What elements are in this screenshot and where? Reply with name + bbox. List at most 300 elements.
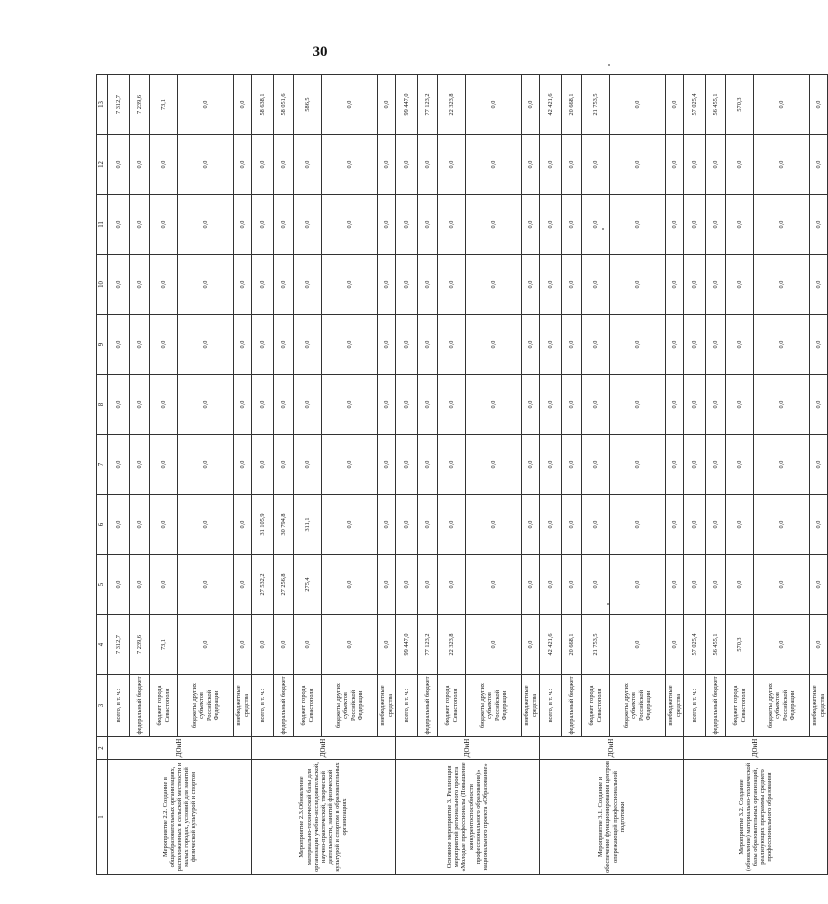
amount-cell: 0,0 bbox=[810, 135, 828, 195]
amount-cell: 0,0 bbox=[706, 255, 726, 315]
amount-cell: 0,0 bbox=[322, 615, 378, 675]
funding-source-cell: бюджет города Севастополя bbox=[726, 675, 754, 737]
amount-cell: 22 323,8 bbox=[438, 75, 466, 135]
amount-cell: 0,0 bbox=[726, 495, 754, 555]
rotated-table-content bbox=[96, 75, 826, 875]
amount-cell: 0,0 bbox=[378, 615, 396, 675]
amount-cell: 0,0 bbox=[234, 615, 252, 675]
amount-cell: 0,0 bbox=[252, 135, 274, 195]
amount-cell: 73,1 bbox=[150, 75, 178, 135]
amount-cell: 0,0 bbox=[234, 495, 252, 555]
amount-cell: 0,0 bbox=[562, 495, 582, 555]
header-cell: 13 bbox=[97, 75, 108, 135]
amount-cell: 0,0 bbox=[108, 495, 130, 555]
amount-cell: 0,0 bbox=[234, 75, 252, 135]
amount-cell: 0,0 bbox=[234, 135, 252, 195]
amount-cell: 0,0 bbox=[438, 555, 466, 615]
amount-cell: 57 025,4 bbox=[684, 615, 706, 675]
amount-cell: 0,0 bbox=[150, 495, 178, 555]
amount-cell: 0,0 bbox=[562, 315, 582, 375]
responsible-org-cell: ДОиН bbox=[252, 737, 396, 760]
amount-cell: 0,0 bbox=[322, 195, 378, 255]
header-cell: 9 bbox=[97, 315, 108, 375]
amount-cell: 0,0 bbox=[252, 255, 274, 315]
amount-cell: 0,0 bbox=[150, 195, 178, 255]
amount-cell: 56 455,1 bbox=[706, 75, 726, 135]
amount-cell: 0,0 bbox=[754, 615, 810, 675]
amount-cell: 0,0 bbox=[234, 195, 252, 255]
amount-cell: 0,0 bbox=[396, 195, 418, 255]
amount-cell: 27 532,2 bbox=[252, 555, 274, 615]
amount-cell: 7 239,6 bbox=[130, 615, 150, 675]
amount-cell: 0,0 bbox=[438, 135, 466, 195]
funding-source-cell: бюджет города Севастополя bbox=[582, 675, 610, 737]
amount-cell: 0,0 bbox=[108, 555, 130, 615]
amount-cell: 0,0 bbox=[294, 375, 322, 435]
amount-cell: 0,0 bbox=[178, 375, 234, 435]
amount-cell: 0,0 bbox=[726, 315, 754, 375]
amount-cell: 0,0 bbox=[754, 315, 810, 375]
amount-cell: 0,0 bbox=[684, 435, 706, 495]
amount-cell: 57 025,4 bbox=[684, 75, 706, 135]
header-cell: 3 bbox=[97, 675, 108, 737]
amount-cell: 0,0 bbox=[610, 135, 666, 195]
amount-cell: 0,0 bbox=[582, 255, 610, 315]
funding-source-cell: федеральный бюджет bbox=[562, 675, 582, 737]
amount-cell: 0,0 bbox=[540, 375, 562, 435]
amount-cell: 0,0 bbox=[178, 495, 234, 555]
amount-cell: 275,4 bbox=[294, 555, 322, 615]
amount-cell: 0,0 bbox=[322, 495, 378, 555]
amount-cell: 0,0 bbox=[252, 615, 274, 675]
table-row bbox=[396, 75, 418, 875]
amount-cell: 0,0 bbox=[726, 255, 754, 315]
amount-cell: 311,1 bbox=[294, 495, 322, 555]
amount-cell: 0,0 bbox=[378, 75, 396, 135]
amount-cell: 0,0 bbox=[322, 315, 378, 375]
amount-cell: 0,0 bbox=[754, 555, 810, 615]
amount-cell: 0,0 bbox=[418, 495, 438, 555]
amount-cell: 0,0 bbox=[130, 195, 150, 255]
amount-cell: 0,0 bbox=[726, 195, 754, 255]
table-row bbox=[540, 75, 562, 875]
amount-cell: 0,0 bbox=[378, 435, 396, 495]
amount-cell: 0,0 bbox=[274, 195, 294, 255]
amount-cell: 99 447,0 bbox=[396, 75, 418, 135]
amount-cell: 0,0 bbox=[418, 375, 438, 435]
amount-cell: 0,0 bbox=[108, 315, 130, 375]
amount-cell: 0,0 bbox=[438, 255, 466, 315]
amount-cell: 0,0 bbox=[666, 495, 684, 555]
amount-cell: 0,0 bbox=[726, 375, 754, 435]
amount-cell: 0,0 bbox=[252, 435, 274, 495]
table-row bbox=[252, 75, 274, 875]
amount-cell: 0,0 bbox=[666, 435, 684, 495]
amount-cell: 0,0 bbox=[582, 135, 610, 195]
amount-cell: 0,0 bbox=[610, 375, 666, 435]
amount-cell: 22 323,8 bbox=[438, 615, 466, 675]
amount-cell: 21 753,5 bbox=[582, 615, 610, 675]
amount-cell: 0,0 bbox=[610, 75, 666, 135]
amount-cell: 0,0 bbox=[522, 375, 540, 435]
amount-cell: 0,0 bbox=[252, 315, 274, 375]
amount-cell: 0,0 bbox=[522, 615, 540, 675]
amount-cell: 0,0 bbox=[178, 315, 234, 375]
amount-cell: 0,0 bbox=[562, 375, 582, 435]
amount-cell: 0,0 bbox=[666, 75, 684, 135]
amount-cell: 0,0 bbox=[522, 135, 540, 195]
header-cell: 7 bbox=[97, 435, 108, 495]
amount-cell: 0,0 bbox=[726, 555, 754, 615]
header-row bbox=[97, 75, 108, 875]
amount-cell: 20 668,1 bbox=[562, 75, 582, 135]
funding-source-cell: бюджет города Севастополя bbox=[150, 675, 178, 737]
funding-source-cell: бюджеты других субъектов Российской Федерации bbox=[466, 675, 522, 737]
amount-cell: 0,0 bbox=[582, 555, 610, 615]
funding-source-cell: федеральный бюджет bbox=[706, 675, 726, 737]
amount-cell: 0,0 bbox=[418, 555, 438, 615]
header-cell: 10 bbox=[97, 255, 108, 315]
amount-cell: 0,0 bbox=[466, 615, 522, 675]
amount-cell: 0,0 bbox=[540, 435, 562, 495]
amount-cell: 0,0 bbox=[130, 495, 150, 555]
amount-cell: 0,0 bbox=[234, 375, 252, 435]
amount-cell: 0,0 bbox=[378, 555, 396, 615]
amount-cell: 0,0 bbox=[178, 435, 234, 495]
amount-cell: 0,0 bbox=[274, 375, 294, 435]
amount-cell: 0,0 bbox=[178, 555, 234, 615]
amount-cell: 0,0 bbox=[754, 135, 810, 195]
amount-cell: 0,0 bbox=[726, 435, 754, 495]
funding-source-cell: федеральный бюджет bbox=[418, 675, 438, 737]
amount-cell: 0,0 bbox=[378, 195, 396, 255]
amount-cell: 0,0 bbox=[466, 135, 522, 195]
budget-table bbox=[96, 74, 828, 875]
amount-cell: 0,0 bbox=[522, 315, 540, 375]
amount-cell: 0,0 bbox=[754, 75, 810, 135]
funding-source-cell: бюджеты других субъектов Российской Федерации bbox=[178, 675, 234, 737]
amount-cell: 0,0 bbox=[582, 495, 610, 555]
amount-cell: 58 638,1 bbox=[252, 75, 274, 135]
amount-cell: 0,0 bbox=[418, 135, 438, 195]
amount-cell: 0,0 bbox=[754, 375, 810, 435]
amount-cell: 21 753,5 bbox=[582, 75, 610, 135]
amount-cell: 0,0 bbox=[562, 255, 582, 315]
amount-cell: 0,0 bbox=[108, 375, 130, 435]
amount-cell: 0,0 bbox=[540, 315, 562, 375]
amount-cell: 0,0 bbox=[438, 195, 466, 255]
amount-cell: 0,0 bbox=[610, 315, 666, 375]
funding-source-cell: всего, в т. ч.: bbox=[396, 675, 418, 737]
amount-cell: 0,0 bbox=[466, 495, 522, 555]
funding-source-cell: федеральный бюджет bbox=[274, 675, 294, 737]
amount-cell: 0,0 bbox=[466, 195, 522, 255]
amount-cell: 0,0 bbox=[810, 75, 828, 135]
amount-cell: 0,0 bbox=[540, 495, 562, 555]
amount-cell: 0,0 bbox=[582, 315, 610, 375]
amount-cell: 0,0 bbox=[274, 435, 294, 495]
header-cell: 1 bbox=[97, 760, 108, 875]
header-cell: 5 bbox=[97, 555, 108, 615]
amount-cell: 0,0 bbox=[150, 555, 178, 615]
amount-cell: 0,0 bbox=[274, 135, 294, 195]
amount-cell: 0,0 bbox=[706, 375, 726, 435]
header-cell: 6 bbox=[97, 495, 108, 555]
amount-cell: 0,0 bbox=[754, 435, 810, 495]
amount-cell: 0,0 bbox=[726, 135, 754, 195]
header-cell: 4 bbox=[97, 615, 108, 675]
amount-cell: 0,0 bbox=[466, 315, 522, 375]
measure-cell: Мероприятие 2.2. Создание в общеобразовательных организациях, расположенных в сельской местности и малых городах, условий для занятий физической культурой и спортом bbox=[108, 760, 252, 875]
amount-cell: 7 239,6 bbox=[130, 75, 150, 135]
amount-cell: 0,0 bbox=[378, 255, 396, 315]
amount-cell: 0,0 bbox=[322, 555, 378, 615]
amount-cell: 0,0 bbox=[666, 255, 684, 315]
amount-cell: 0,0 bbox=[234, 555, 252, 615]
amount-cell: 0,0 bbox=[108, 195, 130, 255]
funding-source-cell: бюджет города Севастополя bbox=[438, 675, 466, 737]
page-number: 30 bbox=[312, 44, 328, 60]
amount-cell: 0,0 bbox=[178, 195, 234, 255]
amount-cell: 0,0 bbox=[582, 195, 610, 255]
amount-cell: 0,0 bbox=[610, 495, 666, 555]
amount-cell: 0,0 bbox=[684, 255, 706, 315]
table-row bbox=[108, 75, 130, 875]
amount-cell: 0,0 bbox=[466, 375, 522, 435]
table-body bbox=[97, 75, 828, 875]
amount-cell: 7 312,7 bbox=[108, 615, 130, 675]
amount-cell: 0,0 bbox=[540, 555, 562, 615]
funding-source-cell: бюджеты других субъектов Российской Федерации bbox=[754, 675, 810, 737]
amount-cell: 0,0 bbox=[522, 435, 540, 495]
funding-source-cell: федеральный бюджет bbox=[130, 675, 150, 737]
amount-cell: 0,0 bbox=[150, 255, 178, 315]
amount-cell: 0,0 bbox=[562, 555, 582, 615]
amount-cell: 0,0 bbox=[522, 495, 540, 555]
amount-cell: 0,0 bbox=[582, 375, 610, 435]
amount-cell: 0,0 bbox=[294, 195, 322, 255]
measure-cell: Основное мероприятие 3. Реализация мероприятий регионального проекта «Молодые профессионалы (Повышение конкурентоспособности профессионального образования)» национального проекта «Образование» bbox=[396, 760, 540, 875]
amount-cell: 0,0 bbox=[378, 375, 396, 435]
amount-cell: 0,0 bbox=[396, 255, 418, 315]
amount-cell: 0,0 bbox=[150, 315, 178, 375]
amount-cell: 0,0 bbox=[108, 135, 130, 195]
amount-cell: 0,0 bbox=[610, 615, 666, 675]
amount-cell: 58 051,6 bbox=[274, 75, 294, 135]
amount-cell: 0,0 bbox=[666, 195, 684, 255]
amount-cell: 0,0 bbox=[396, 315, 418, 375]
amount-cell: 0,0 bbox=[108, 255, 130, 315]
amount-cell: 0,0 bbox=[706, 435, 726, 495]
amount-cell: 0,0 bbox=[522, 75, 540, 135]
table-row bbox=[684, 75, 706, 875]
amount-cell: 0,0 bbox=[274, 315, 294, 375]
amount-cell: 0,0 bbox=[810, 615, 828, 675]
funding-source-cell: внебюджетные средства bbox=[522, 675, 540, 737]
amount-cell: 0,0 bbox=[684, 135, 706, 195]
funding-source-cell: всего, в т. ч.: bbox=[684, 675, 706, 737]
amount-cell: 0,0 bbox=[438, 495, 466, 555]
amount-cell: 0,0 bbox=[130, 555, 150, 615]
amount-cell: 0,0 bbox=[178, 255, 234, 315]
amount-cell: 0,0 bbox=[562, 435, 582, 495]
amount-cell: 0,0 bbox=[234, 435, 252, 495]
amount-cell: 0,0 bbox=[322, 135, 378, 195]
amount-cell: 0,0 bbox=[396, 495, 418, 555]
amount-cell: 0,0 bbox=[666, 135, 684, 195]
amount-cell: 0,0 bbox=[562, 195, 582, 255]
amount-cell: 0,0 bbox=[438, 375, 466, 435]
amount-cell: 0,0 bbox=[322, 435, 378, 495]
amount-cell: 0,0 bbox=[810, 255, 828, 315]
amount-cell: 0,0 bbox=[706, 135, 726, 195]
amount-cell: 0,0 bbox=[378, 315, 396, 375]
amount-cell: 0,0 bbox=[396, 555, 418, 615]
funding-source-cell: всего, в т. ч.: bbox=[252, 675, 274, 737]
amount-cell: 0,0 bbox=[522, 255, 540, 315]
amount-cell: 0,0 bbox=[438, 315, 466, 375]
amount-cell: 0,0 bbox=[706, 495, 726, 555]
amount-cell: 0,0 bbox=[178, 615, 234, 675]
measure-cell: Мероприятие 3.2. Создание (обновление) материально-технической базы образовательных организаций, реализующих программы среднего профессионального образования bbox=[684, 760, 828, 875]
amount-cell: 0,0 bbox=[754, 195, 810, 255]
amount-cell: 31 105,9 bbox=[252, 495, 274, 555]
responsible-org-cell: ДОиН bbox=[684, 737, 828, 760]
amount-cell: 0,0 bbox=[252, 375, 274, 435]
amount-cell: 0,0 bbox=[274, 615, 294, 675]
amount-cell: 0,0 bbox=[684, 315, 706, 375]
amount-cell: 0,0 bbox=[150, 375, 178, 435]
amount-cell: 0,0 bbox=[378, 135, 396, 195]
funding-source-cell: внебюджетные средства bbox=[234, 675, 252, 737]
measure-cell: Мероприятие 2.3.Обновление материально-технической базы для организации учебно-исследовательской, научно-практической, творческой деятельности, занятий физической культурой и спортом в образовательных организациях bbox=[252, 760, 396, 875]
amount-cell: 0,0 bbox=[294, 255, 322, 315]
amount-cell: 0,0 bbox=[150, 435, 178, 495]
amount-cell: 0,0 bbox=[666, 315, 684, 375]
amount-cell: 0,0 bbox=[294, 315, 322, 375]
amount-cell: 0,0 bbox=[396, 135, 418, 195]
funding-source-cell: всего, в т. ч.: bbox=[108, 675, 130, 737]
amount-cell: 0,0 bbox=[418, 315, 438, 375]
amount-cell: 0,0 bbox=[466, 75, 522, 135]
amount-cell: 0,0 bbox=[130, 255, 150, 315]
funding-source-cell: бюджеты других субъектов Российской Федерации bbox=[322, 675, 378, 737]
funding-source-cell: бюджет города Севастополя bbox=[294, 675, 322, 737]
amount-cell: 30 794,8 bbox=[274, 495, 294, 555]
amount-cell: 56 455,1 bbox=[706, 615, 726, 675]
amount-cell: 0,0 bbox=[810, 435, 828, 495]
amount-cell: 0,0 bbox=[666, 555, 684, 615]
amount-cell: 0,0 bbox=[378, 495, 396, 555]
amount-cell: 0,0 bbox=[234, 315, 252, 375]
amount-cell: 0,0 bbox=[666, 375, 684, 435]
amount-cell: 0,0 bbox=[418, 435, 438, 495]
responsible-org-cell: ДОиН bbox=[396, 737, 540, 760]
amount-cell: 27 256,8 bbox=[274, 555, 294, 615]
amount-cell: 0,0 bbox=[130, 375, 150, 435]
amount-cell: 0,0 bbox=[610, 195, 666, 255]
amount-cell: 0,0 bbox=[418, 255, 438, 315]
amount-cell: 0,0 bbox=[322, 255, 378, 315]
header-cell: 12 bbox=[97, 135, 108, 195]
amount-cell: 20 668,1 bbox=[562, 615, 582, 675]
amount-cell: 0,0 bbox=[466, 435, 522, 495]
rotated-table-frame bbox=[96, 75, 826, 875]
amount-cell: 0,0 bbox=[810, 375, 828, 435]
amount-cell: 7 312,7 bbox=[108, 75, 130, 135]
measure-cell: Мероприятие 3.1. Создание и обеспечение функционирования центров опережающей профессиональной подготовки bbox=[540, 760, 684, 875]
scan-speck bbox=[608, 64, 610, 66]
amount-cell: 0,0 bbox=[252, 195, 274, 255]
amount-cell: 0,0 bbox=[754, 495, 810, 555]
amount-cell: 0,0 bbox=[322, 75, 378, 135]
amount-cell: 0,0 bbox=[610, 555, 666, 615]
amount-cell: 0,0 bbox=[810, 195, 828, 255]
amount-cell: 0,0 bbox=[610, 255, 666, 315]
amount-cell: 0,0 bbox=[234, 255, 252, 315]
amount-cell: 0,0 bbox=[562, 135, 582, 195]
amount-cell: 0,0 bbox=[396, 435, 418, 495]
amount-cell: 0,0 bbox=[706, 555, 726, 615]
responsible-org-cell: ДОиН bbox=[540, 737, 684, 760]
funding-source-cell: внебюджетные средства bbox=[666, 675, 684, 737]
amount-cell: 0,0 bbox=[178, 135, 234, 195]
amount-cell: 0,0 bbox=[178, 75, 234, 135]
amount-cell: 0,0 bbox=[684, 195, 706, 255]
amount-cell: 77 123,2 bbox=[418, 615, 438, 675]
funding-source-cell: всего, в т. ч.: bbox=[540, 675, 562, 737]
amount-cell: 0,0 bbox=[684, 555, 706, 615]
amount-cell: 0,0 bbox=[706, 315, 726, 375]
funding-source-cell: внебюджетные средства bbox=[810, 675, 828, 737]
amount-cell: 77 123,2 bbox=[418, 75, 438, 135]
amount-cell: 42 421,6 bbox=[540, 615, 562, 675]
amount-cell: 42 421,6 bbox=[540, 75, 562, 135]
amount-cell: 0,0 bbox=[294, 135, 322, 195]
amount-cell: 0,0 bbox=[540, 195, 562, 255]
amount-cell: 0,0 bbox=[610, 435, 666, 495]
amount-cell: 0,0 bbox=[522, 195, 540, 255]
amount-cell: 0,0 bbox=[274, 255, 294, 315]
responsible-org-cell: ДОиН bbox=[108, 737, 252, 760]
header-cell: 8 bbox=[97, 375, 108, 435]
header-cell: 11 bbox=[97, 195, 108, 255]
amount-cell: 0,0 bbox=[150, 135, 178, 195]
amount-cell: 0,0 bbox=[130, 435, 150, 495]
amount-cell: 0,0 bbox=[438, 435, 466, 495]
amount-cell: 0,0 bbox=[522, 555, 540, 615]
amount-cell: 0,0 bbox=[684, 375, 706, 435]
amount-cell: 0,0 bbox=[322, 375, 378, 435]
amount-cell: 0,0 bbox=[294, 435, 322, 495]
amount-cell: 570,3 bbox=[726, 75, 754, 135]
amount-cell: 0,0 bbox=[418, 195, 438, 255]
amount-cell: 570,3 bbox=[726, 615, 754, 675]
amount-cell: 0,0 bbox=[810, 555, 828, 615]
amount-cell: 0,0 bbox=[582, 435, 610, 495]
amount-cell: 586,5 bbox=[294, 75, 322, 135]
amount-cell: 0,0 bbox=[108, 435, 130, 495]
amount-cell: 0,0 bbox=[754, 255, 810, 315]
amount-cell: 0,0 bbox=[130, 315, 150, 375]
amount-cell: 0,0 bbox=[466, 255, 522, 315]
amount-cell: 0,0 bbox=[294, 615, 322, 675]
amount-cell: 0,0 bbox=[684, 495, 706, 555]
funding-source-cell: бюджеты других субъектов Российской Федерации bbox=[610, 675, 666, 737]
amount-cell: 0,0 bbox=[540, 135, 562, 195]
amount-cell: 0,0 bbox=[810, 495, 828, 555]
amount-cell: 0,0 bbox=[810, 315, 828, 375]
